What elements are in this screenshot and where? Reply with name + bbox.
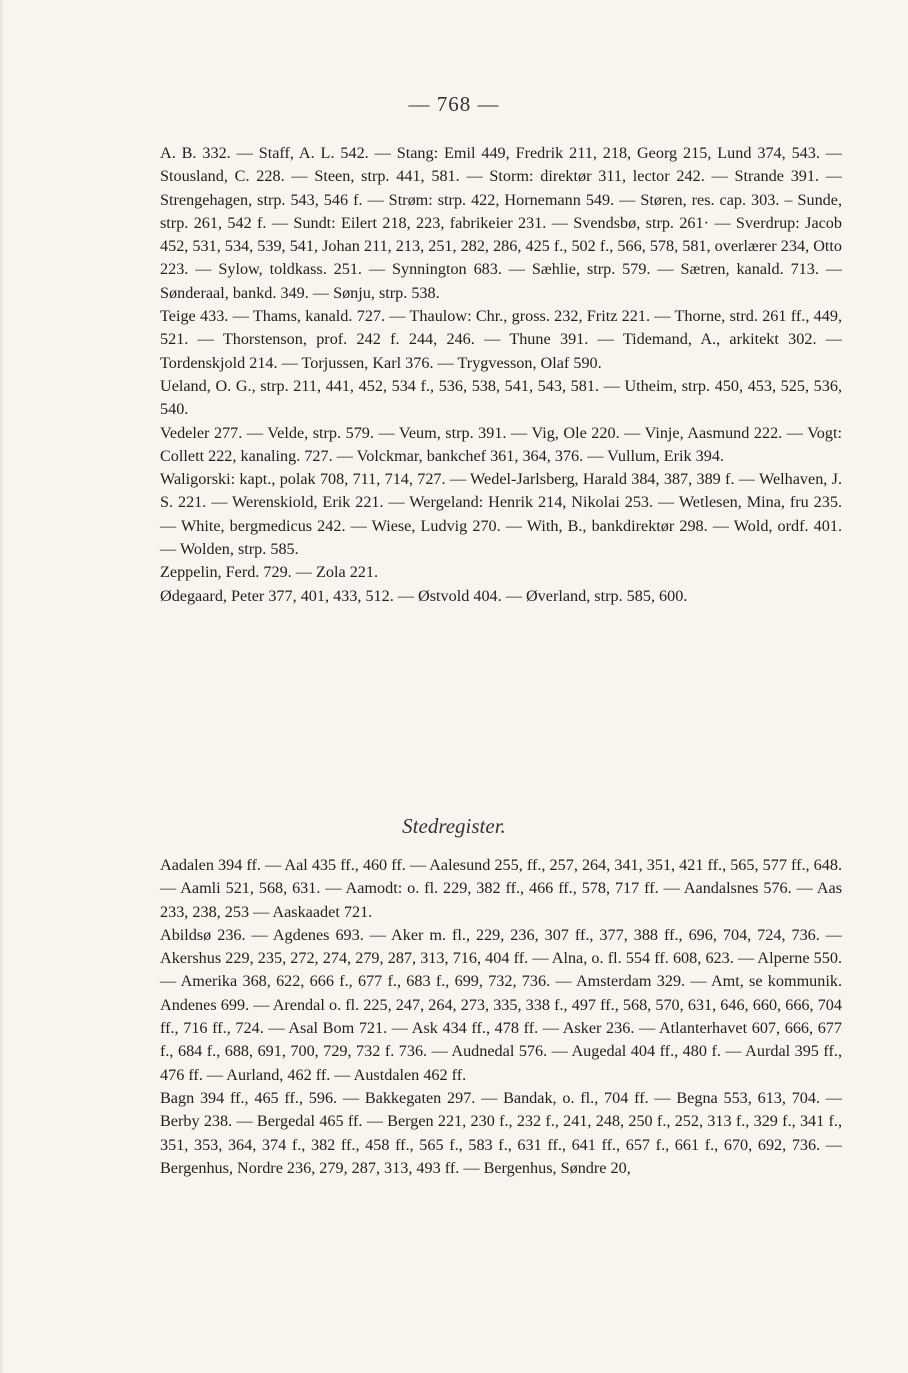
register-paragraph-s: A. B. 332. — Staff, A. L. 542. — Stang: Emil 449, Fredrik 211, 218, Georg 215, Lund 374, 543. — Stousland, C. 228. — Steen, strp. 441, 581. — Storm: direktør 311, lector 242. — Strande 391. — Strengehagen, strp. 543, 546 f. — Strøm: strp. 422, Hornemann 549. — Støren, res. cap. 303. – Sunde, strp. 261, 542 f. — Sundt: Eilert 218, 223, fabrikeier 231. — Svendsbø, strp. 261· — Sverdrup: Jacob 452, 531, 534, 539, 541, Johan 211, 213, 251, 282, 286, 425 f., 502 f., 566, 578, 581, overlærer 234, Otto 223. — Sylow, toldkass. 251. — Synnington 683. — Sæhlie, strp. 579. — Sætren, kanald. 713. — Sønderaal, bankd. 349. — Sønju, strp. 538. xyxy=(160,144,842,302)
register-paragraph-t: Teige 433. — Thams, kanald. 727. — Thaulow: Chr., gross. 232, Fritz 221. — Thorne, strd. 261 ff., 449, 521. — Thorstenson, prof. 242 f. 244, 246. — Thune 391. — Tidemand, A., arkitekt 302. — Tordenskjold 214. — Torjussen, Karl 376. — Trygvesson, Olaf 590. xyxy=(160,307,842,372)
place-paragraph-b: Bagn 394 ff., 465 ff., 596. — Bakkegaten 297. — Bandak, o. fl., 704 ff. — Begna 553, 613, 704. — Berby 238. — Bergedal 465 ff. — Bergen 221, 230 f., 232 f., 241, 248, 250 f., 252, 313 f., 329 f., 341 f., 351, 353, 364, 374 f., 382 ff., 458 ff., 565 f., 583 f., 631 ff., 641 ff., 657 f., 661 f., 670, 692, 736. — Bergenhus, Nordre 236, 279, 287, 313, 493 ff. — Bergenhus, Søndre 20, xyxy=(160,1088,842,1177)
register-paragraph-z: Zeppelin, Ferd. 729. — Zola 221. xyxy=(160,563,379,582)
page-edge-shadow xyxy=(0,0,3,1373)
places-register xyxy=(160,854,842,1180)
register-paragraph-u: Ueland, O. G., strp. 211, 441, 452, 534 f., 536, 538, 541, 543, 581. — Utheim, strp. 450, 453, 525, 536, 540. xyxy=(160,376,842,419)
register-paragraph-w: Waligorski: kapt., polak 708, 711, 714, 727. — Wedel-Jarlsberg, Harald 384, 387, 389 f. — Welhaven, J. S. 221. — Werenskiold, Erik 221. — Wergeland: Henrik 214, Nikolai 253. — Wetlesen, Mina, fru 235. — White, bergmedicus 242. — Wiese, Ludvig 270. — With, B., bankdirektør 298. — Wold, ordf. 401. — Wolden, strp. 585. xyxy=(160,470,842,559)
page-number: — 768 — xyxy=(408,92,500,116)
register-paragraph-oe: Ødegaard, Peter 377, 401, 433, 512. — Østvold 404. — Øverland, strp. 585, 600. xyxy=(160,586,688,605)
place-paragraph-aa: Aadalen 394 ff. — Aal 435 ff., 460 ff. — Aalesund 255, ff., 257, 264, 341, 351, 421 ff., 565, 577 ff., 648. — Aamli 521, 568, 631. — Aamodt: o. fl. 229, 382 ff., 466 ff., 578, 717 ff. — Aandalsnes 576. — Aas 233, 238, 253 — Aaskaadet 721. xyxy=(160,856,842,921)
place-paragraph-a: Abildsø 236. — Agdenes 693. — Aker m. fl., 229, 236, 307 ff., 377, 388 ff., 696, 704, 724, 736. — Akershus 229, 235, 272, 274, 279, 287, 313, 716, 404 ff. — Alna, o. fl. 554 ff. 608, 623. — Alperne 550. — Amerika 368, 622, 666 f., 677 f., 683 f., 699, 732, 736. — Amsterdam 329. — Amt, se kommunik. Andenes 699. — Arendal o. fl. 225, 247, 264, 273, 335, 338 f., 497 ff., 568, 570, 631, 646, 660, 666, 704 ff., 716 ff., 724. — Asal Bom 721. — Ask 434 ff., 478 ff. — Asker 236. — Atlanterhavet 607, 666, 677 f., 684 f., 688, 691, 700, 729, 732 f. 736. — Audnedal 576. — Augedal 404 ff., 480 f. — Aurdal 395 ff., 476 ff. — Aurland, 462 ff. — Austdalen 462 ff. xyxy=(160,925,842,1084)
section-heading: Stedregister. xyxy=(402,814,506,838)
names-register xyxy=(160,142,842,608)
register-paragraph-v: Vedeler 277. — Velde, strp. 579. — Veum, strp. 391. — Vig, Ole 220. — Vinje, Aasmund 222. — Vogt: Collett 222, kanaling. 727. — Volckmar, bankchef 361, 364, 376. — Vullum, Erik 394. xyxy=(160,423,842,465)
